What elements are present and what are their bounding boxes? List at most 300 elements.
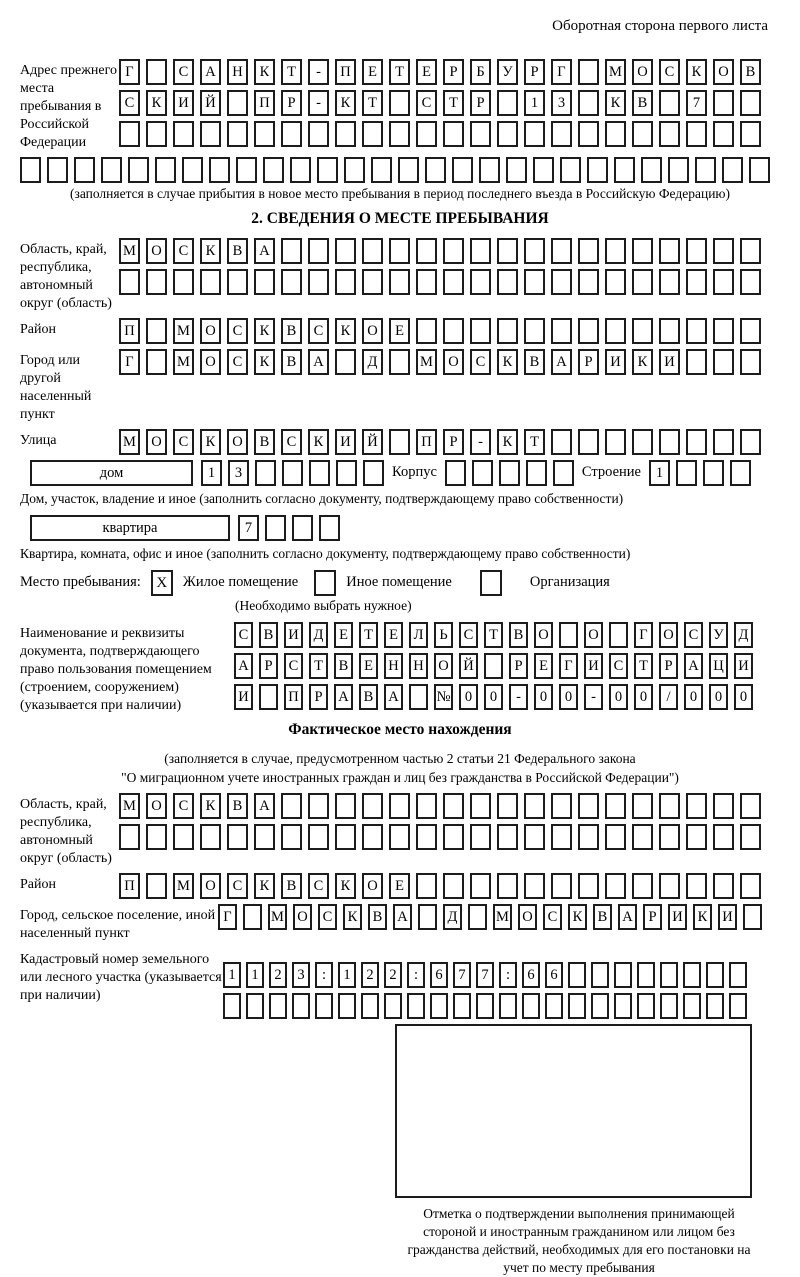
prev-address-row-2[interactable] (119, 90, 761, 116)
char-cell (173, 121, 194, 147)
actual-region-label: Область, край, республика, автономный округ (область) (20, 797, 112, 866)
char-cell: Г (634, 622, 653, 648)
char-cell: М (416, 349, 437, 375)
char-cell: О (443, 349, 464, 375)
char-cell (605, 318, 626, 344)
char-cell (443, 873, 464, 899)
char-cell: А (334, 684, 353, 710)
char-cell (308, 824, 329, 850)
char-cell (578, 269, 599, 295)
char-cell: К (497, 429, 518, 455)
char-cell: М (268, 904, 287, 930)
char-cell (173, 269, 194, 295)
char-cell (281, 793, 302, 819)
char-cell: В (227, 793, 248, 819)
char-cell (659, 121, 680, 147)
char-cell: М (605, 59, 626, 85)
char-cell (146, 269, 167, 295)
char-cell: Р (470, 90, 491, 116)
char-cell (497, 793, 518, 819)
char-cell (308, 793, 329, 819)
char-cell (281, 238, 302, 264)
char-cell: С (543, 904, 562, 930)
char-cell (659, 824, 680, 850)
char-cell (729, 993, 747, 1019)
actual-region-row-1[interactable] (119, 793, 761, 819)
char-cell: О (227, 429, 248, 455)
region-row-1[interactable] (119, 238, 761, 264)
settlement-cells[interactable] (218, 904, 762, 930)
char-cell (281, 269, 302, 295)
char-cell (578, 793, 599, 819)
char-cell: С (281, 429, 302, 455)
char-cell (524, 238, 545, 264)
char-cell: М (173, 873, 194, 899)
char-cell (155, 157, 176, 183)
char-cell: А (200, 59, 221, 85)
char-cell (146, 349, 167, 375)
char-cell (319, 515, 340, 541)
char-cell (119, 121, 140, 147)
char-cell: Т (484, 622, 503, 648)
char-cell: Н (384, 653, 403, 679)
char-cell: 0 (684, 684, 703, 710)
char-cell: Т (443, 90, 464, 116)
house-number-cells[interactable] (201, 460, 384, 486)
char-cell (309, 460, 330, 486)
char-cell: В (227, 238, 248, 264)
char-cell (389, 429, 410, 455)
char-cell (740, 349, 761, 375)
char-cell (551, 873, 572, 899)
char-cell: К (200, 793, 221, 819)
stay-option-organization-checkbox[interactable] (480, 570, 502, 596)
apartment-cells[interactable] (238, 515, 340, 541)
char-cell (361, 993, 379, 1019)
char-cell (637, 993, 655, 1019)
char-cell: У (709, 622, 728, 648)
actual-region-row-2[interactable] (119, 824, 761, 850)
document-row-2[interactable] (234, 653, 753, 679)
prev-address-row-3[interactable] (119, 121, 761, 147)
char-cell: 2 (269, 962, 287, 988)
char-cell (578, 824, 599, 850)
region-row-2[interactable] (119, 269, 761, 295)
char-cell: Т (309, 653, 328, 679)
char-cell: 1 (649, 460, 670, 486)
char-cell (363, 460, 384, 486)
char-cell (703, 460, 724, 486)
stamp-caption: Отметка о подтверждении выполнения принимающей стороной и иностранным гражданином или лицом без гражданства действий, необходимых для его постановки на учет по месту пребывания (407, 1206, 751, 1275)
char-cell (632, 318, 653, 344)
char-cell: К (200, 429, 221, 455)
char-cell: К (343, 904, 362, 930)
char-cell: П (119, 873, 140, 899)
char-cell: 0 (459, 684, 478, 710)
char-cell (551, 269, 572, 295)
char-cell: 7 (686, 90, 707, 116)
char-cell (545, 993, 563, 1019)
actual-location-note-line2: "О миграционном учете иностранных граждан и лиц без гражданства в Российской Федерации") (121, 770, 679, 785)
char-cell (443, 238, 464, 264)
char-cell (389, 121, 410, 147)
actual-district-block (20, 873, 780, 899)
char-cell (20, 157, 41, 183)
char-cell (362, 824, 383, 850)
char-cell (443, 318, 464, 344)
char-cell (659, 238, 680, 264)
char-cell: Е (389, 873, 410, 899)
char-cell (683, 993, 701, 1019)
char-cell (254, 824, 275, 850)
char-cell (416, 318, 437, 344)
char-cell (740, 121, 761, 147)
char-cell: И (284, 622, 303, 648)
char-cell: А (308, 349, 329, 375)
char-cell (706, 962, 724, 988)
char-cell (713, 238, 734, 264)
char-cell: В (509, 622, 528, 648)
char-cell: С (308, 873, 329, 899)
district-cells[interactable] (119, 318, 761, 344)
char-cell (668, 157, 689, 183)
char-cell (146, 318, 167, 344)
apartment-note: Квартира, комната, офис и иное (заполнить согласно документу, подтверждающему право собственности) (20, 546, 631, 561)
char-cell: Р (578, 349, 599, 375)
settlement-label: Город, сельское поселение, иной населенный пункт (20, 908, 216, 941)
char-cell (335, 793, 356, 819)
char-cell (47, 157, 68, 183)
char-cell (578, 873, 599, 899)
char-cell (259, 684, 278, 710)
char-cell: С (416, 90, 437, 116)
char-cell: О (146, 793, 167, 819)
actual-district-label: Район (20, 877, 56, 892)
char-cell (632, 824, 653, 850)
char-cell (128, 157, 149, 183)
char-cell: С (609, 653, 628, 679)
cadastral-cell-rows (223, 962, 747, 1019)
char-cell (605, 873, 626, 899)
char-cell: О (146, 429, 167, 455)
char-cell (605, 824, 626, 850)
char-cell: В (368, 904, 387, 930)
corner-note: Оборотная сторона первого листа (552, 18, 768, 34)
street-cells[interactable] (119, 429, 761, 455)
char-cell: М (119, 429, 140, 455)
stay-option-organization-label: Организация (529, 574, 610, 590)
char-cell: С (459, 622, 478, 648)
char-cell (632, 429, 653, 455)
char-cell (470, 873, 491, 899)
document-label: Наименование и реквизиты документа, подтверждающего право пользования помещением (строением, сооружением) (указывается при наличии) (20, 626, 212, 713)
char-cell (560, 157, 581, 183)
char-cell: Е (416, 59, 437, 85)
char-cell (470, 793, 491, 819)
char-cell (659, 429, 680, 455)
char-cell (497, 824, 518, 850)
char-cell: В (632, 90, 653, 116)
char-cell: С (234, 622, 253, 648)
cadastral-row-1[interactable] (223, 962, 747, 988)
char-cell: О (518, 904, 537, 930)
actual-district-cells[interactable] (119, 873, 761, 899)
char-cell (470, 121, 491, 147)
region-label: Область, край, республика, автономный округ (область) (20, 242, 112, 311)
char-cell (659, 873, 680, 899)
stamp-area (395, 1024, 763, 1277)
char-cell: О (534, 622, 553, 648)
prev-address-label: Адрес прежнего места пребывания в Российской Федерации (20, 63, 117, 150)
char-cell (713, 121, 734, 147)
char-cell (522, 993, 540, 1019)
char-cell (443, 121, 464, 147)
prev-address-block (20, 59, 780, 152)
char-cell: Т (524, 429, 545, 455)
char-cell (389, 349, 410, 375)
char-cell (632, 793, 653, 819)
char-cell: 6 (430, 962, 448, 988)
char-cell: Р (443, 59, 464, 85)
char-cell (384, 993, 402, 1019)
char-cell (282, 460, 303, 486)
char-cell: К (693, 904, 712, 930)
char-cell (389, 793, 410, 819)
char-cell (335, 269, 356, 295)
char-cell: В (334, 653, 353, 679)
house-type-box[interactable]: дом (30, 460, 193, 486)
char-cell: - (509, 684, 528, 710)
char-cell: К (335, 873, 356, 899)
char-cell: 1 (223, 962, 241, 988)
char-cell (227, 269, 248, 295)
char-cell (578, 59, 599, 85)
char-cell (227, 121, 248, 147)
char-cell: Н (227, 59, 248, 85)
char-cell (524, 318, 545, 344)
char-cell (146, 59, 167, 85)
apartment-row (20, 515, 780, 541)
char-cell (497, 269, 518, 295)
char-cell: Н (409, 653, 428, 679)
char-cell (74, 157, 95, 183)
char-cell: К (497, 349, 518, 375)
char-cell: 2 (361, 962, 379, 988)
char-cell (686, 873, 707, 899)
char-cell: П (416, 429, 437, 455)
char-cell (398, 157, 419, 183)
char-cell (591, 993, 609, 1019)
char-cell: И (668, 904, 687, 930)
char-cell: С (284, 653, 303, 679)
char-cell: С (227, 349, 248, 375)
char-cell (409, 684, 428, 710)
city-block (20, 349, 780, 424)
char-cell (551, 429, 572, 455)
house-row (20, 460, 780, 486)
char-cell (497, 873, 518, 899)
char-cell (591, 962, 609, 988)
char-cell: № (434, 684, 453, 710)
char-cell: 0 (709, 684, 728, 710)
char-cell (236, 157, 257, 183)
actual-location-note (20, 749, 780, 787)
char-cell (706, 993, 724, 1019)
char-cell (524, 873, 545, 899)
char-cell: - (308, 59, 329, 85)
char-cell (335, 824, 356, 850)
char-cell (119, 824, 140, 850)
char-cell (292, 993, 310, 1019)
char-cell: С (173, 793, 194, 819)
stay-option-other-checkbox[interactable] (314, 570, 336, 596)
char-cell (659, 269, 680, 295)
char-cell (416, 121, 437, 147)
char-cell (470, 318, 491, 344)
char-cell (551, 238, 572, 264)
char-cell (686, 318, 707, 344)
char-cell (430, 993, 448, 1019)
char-cell (146, 121, 167, 147)
char-cell (200, 824, 221, 850)
char-cell (308, 121, 329, 147)
char-cell (676, 460, 697, 486)
city-cells[interactable] (119, 349, 761, 375)
char-cell (470, 238, 491, 264)
char-cell: 1 (338, 962, 356, 988)
char-cell (472, 460, 493, 486)
stay-option-residential-checkbox[interactable]: X (151, 570, 173, 596)
apartment-type-box[interactable]: квартира (30, 515, 230, 541)
house-note: Дом, участок, владение и иное (заполнить согласно документу, подтверждающему право собственности) (20, 491, 624, 506)
char-cell: Р (643, 904, 662, 930)
char-cell (713, 90, 734, 116)
char-cell: Г (119, 59, 140, 85)
char-cell: Р (259, 653, 278, 679)
char-cell: Ц (709, 653, 728, 679)
char-cell (146, 824, 167, 850)
char-cell (292, 515, 313, 541)
char-cell (315, 993, 333, 1019)
char-cell (686, 793, 707, 819)
char-cell: 0 (634, 684, 653, 710)
char-cell: 1 (246, 962, 264, 988)
char-cell: Р (443, 429, 464, 455)
char-cell (683, 962, 701, 988)
char-cell: Д (443, 904, 462, 930)
char-cell (578, 429, 599, 455)
actual-region-cell-rows (119, 793, 761, 850)
document-row-1[interactable] (234, 622, 753, 648)
char-cell: А (254, 793, 275, 819)
korpus-cells[interactable] (445, 460, 574, 486)
char-cell: К (335, 90, 356, 116)
char-cell: И (234, 684, 253, 710)
char-cell: Р (509, 653, 528, 679)
char-cell (362, 269, 383, 295)
char-cell (290, 157, 311, 183)
char-cell: 0 (609, 684, 628, 710)
prev-address-row-4[interactable] (20, 157, 780, 183)
char-cell (743, 904, 762, 930)
char-cell (637, 962, 655, 988)
char-cell: П (254, 90, 275, 116)
char-cell: 0 (559, 684, 578, 710)
char-cell (476, 993, 494, 1019)
char-cell: О (362, 318, 383, 344)
char-cell (660, 993, 678, 1019)
char-cell: М (173, 349, 194, 375)
char-cell: В (281, 873, 302, 899)
char-cell (740, 793, 761, 819)
char-cell: М (493, 904, 512, 930)
char-cell (695, 157, 716, 183)
char-cell (223, 993, 241, 1019)
char-cell: 1 (524, 90, 545, 116)
char-cell: Е (389, 318, 410, 344)
stay-type-note: (Необходимо выбрать нужное) (235, 598, 412, 613)
char-cell (740, 873, 761, 899)
char-cell (443, 793, 464, 819)
char-cell (371, 157, 392, 183)
char-cell (524, 824, 545, 850)
city-label: Город или другой населенный пункт (20, 353, 92, 422)
char-cell (713, 269, 734, 295)
char-cell: К (568, 904, 587, 930)
char-cell (506, 157, 527, 183)
char-cell (389, 90, 410, 116)
char-cell (338, 993, 356, 1019)
char-cell (308, 269, 329, 295)
char-cell (336, 460, 357, 486)
document-block (20, 622, 780, 715)
char-cell: И (718, 904, 737, 930)
prev-address-row-1[interactable] (119, 59, 761, 85)
char-cell (686, 824, 707, 850)
char-cell (605, 793, 626, 819)
char-cell (416, 793, 437, 819)
char-cell: : (315, 962, 333, 988)
char-cell (499, 993, 517, 1019)
char-cell (632, 873, 653, 899)
cadastral-row-2[interactable] (223, 993, 747, 1019)
char-cell (524, 121, 545, 147)
char-cell: О (713, 59, 734, 85)
char-cell (659, 793, 680, 819)
char-cell (484, 653, 503, 679)
char-cell: П (119, 318, 140, 344)
char-cell: С (318, 904, 337, 930)
char-cell: К (632, 349, 653, 375)
char-cell (453, 993, 471, 1019)
char-cell (553, 460, 574, 486)
char-cell: 3 (228, 460, 249, 486)
char-cell (740, 824, 761, 850)
char-cell (533, 157, 554, 183)
char-cell (389, 824, 410, 850)
char-cell (255, 460, 276, 486)
char-cell (269, 993, 287, 1019)
char-cell: - (584, 684, 603, 710)
char-cell: : (407, 962, 425, 988)
char-cell: О (434, 653, 453, 679)
document-row-3[interactable] (234, 684, 753, 710)
stroenie-cells[interactable] (649, 460, 751, 486)
char-cell (605, 121, 626, 147)
char-cell: О (146, 238, 167, 264)
char-cell (614, 962, 632, 988)
char-cell (389, 269, 410, 295)
